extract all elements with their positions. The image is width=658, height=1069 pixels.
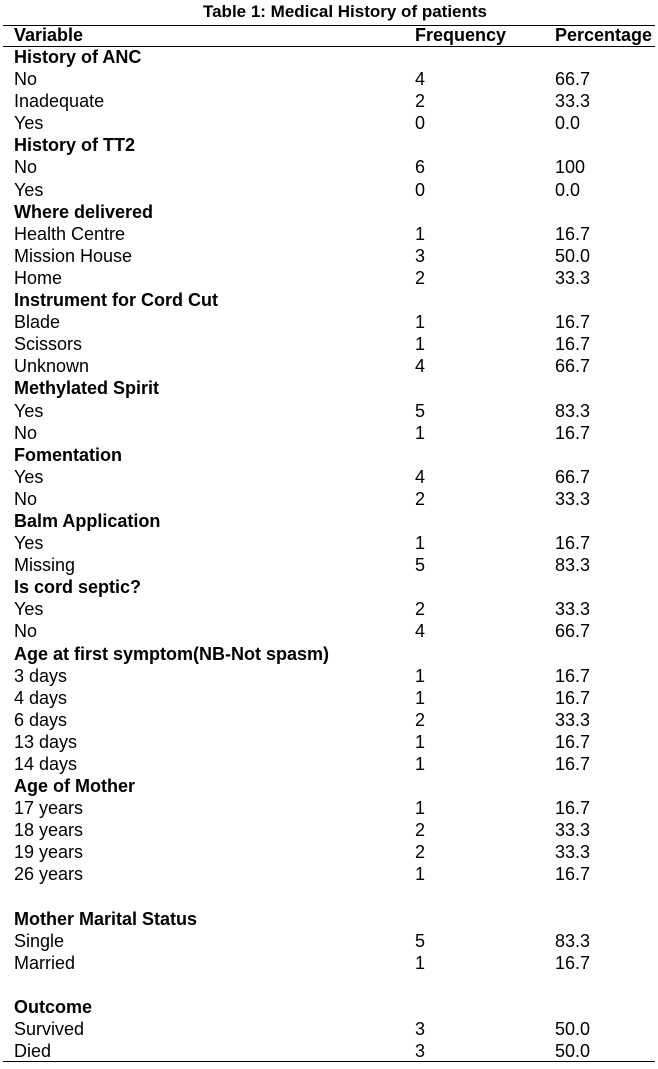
header-frequency: Frequency [415, 25, 507, 45]
row-label: Inadequate [14, 91, 105, 112]
row-frequency: 1 [415, 665, 426, 686]
row-label: Mission House [14, 245, 133, 266]
row-label: 17 years [14, 798, 84, 819]
section-title-row [0, 46, 658, 68]
row-percentage: 33.3 [555, 820, 591, 841]
row-frequency: 5 [415, 555, 426, 576]
row-percentage: 33.3 [555, 267, 591, 288]
row-label: Unknown [14, 356, 90, 377]
row-frequency: 5 [415, 400, 426, 421]
row-percentage: 66.7 [555, 621, 591, 642]
row-frequency: 6 [415, 157, 426, 178]
row-label: Married [14, 952, 76, 973]
table-row [0, 598, 658, 620]
table-row [0, 68, 658, 90]
table-row [0, 466, 658, 488]
row-frequency: 1 [415, 533, 426, 554]
row-percentage: 16.7 [555, 334, 591, 355]
table-caption: Table 1: Medical History of patients [202, 2, 488, 21]
header-percentage: Percentage [555, 25, 653, 45]
section-title-row [0, 289, 658, 311]
row-label: 3 days [14, 665, 68, 686]
table-row [0, 532, 658, 554]
table-row [0, 952, 658, 974]
section-title-row [0, 377, 658, 399]
row-frequency: 2 [415, 267, 426, 288]
table-row [0, 90, 658, 112]
row-frequency: 1 [415, 687, 426, 708]
row-label: 19 years [14, 842, 84, 863]
section-title-row [0, 510, 658, 532]
row-label: 14 days [14, 754, 78, 774]
table-row [0, 665, 658, 687]
table-row [0, 400, 658, 422]
row-frequency: 2 [415, 599, 426, 620]
row-percentage: 33.3 [555, 91, 591, 112]
row-frequency: 5 [415, 930, 426, 951]
row-percentage: 66.7 [555, 466, 591, 487]
table-row [0, 731, 658, 753]
table-row [0, 930, 658, 952]
row-label: Health Centre [14, 223, 126, 244]
section-title-row [0, 444, 658, 466]
row-frequency: 1 [415, 798, 426, 819]
row-percentage: 100 [555, 157, 586, 178]
row-label: 26 years [14, 864, 84, 885]
section-title: Where delivered [14, 201, 154, 222]
row-label: 18 years [14, 820, 84, 841]
row-percentage: 33.3 [555, 599, 591, 620]
section-title: Methylated Spirit [14, 378, 160, 399]
row-frequency: 2 [415, 820, 426, 841]
row-frequency: 4 [415, 356, 426, 377]
section-title-row [0, 996, 658, 1018]
row-frequency: 4 [415, 466, 426, 487]
row-frequency: 4 [415, 69, 426, 90]
header-variable: Variable [14, 25, 84, 45]
row-label: Home [14, 267, 63, 288]
row-label: 6 days [14, 709, 68, 730]
row-frequency: 1 [415, 731, 426, 752]
row-label: Yes [14, 599, 44, 620]
row-label: Yes [14, 466, 44, 487]
row-percentage: 33.3 [555, 842, 591, 863]
row-percentage: 0.0 [555, 113, 581, 134]
section-title: Fomentation [14, 444, 122, 465]
section-title: Instrument for Cord Cut [14, 290, 218, 311]
section-title-row [0, 201, 658, 223]
section-title-row [0, 134, 658, 156]
section-title: Is cord septic? [14, 577, 142, 598]
row-frequency: 2 [415, 842, 426, 863]
table-row [0, 112, 658, 134]
row-frequency: 3 [415, 1019, 426, 1040]
row-percentage: 16.7 [555, 687, 591, 708]
row-percentage: 66.7 [555, 356, 591, 377]
section-spacer [0, 974, 658, 996]
section-title-row [0, 576, 658, 598]
row-label: Single [14, 930, 65, 951]
table-row [0, 687, 658, 709]
row-label: Missing [14, 555, 76, 576]
row-label: No [14, 157, 38, 178]
row-percentage: 16.7 [555, 223, 591, 244]
table-row [0, 863, 658, 885]
row-percentage: 16.7 [555, 665, 591, 686]
section-title: Outcome [14, 997, 93, 1018]
row-percentage: 16.7 [555, 312, 591, 333]
table-row [0, 156, 658, 178]
medical-history-table [0, 25, 658, 1062]
table-row [0, 554, 658, 576]
row-label: 4 days [14, 687, 68, 708]
section-spacer [0, 886, 658, 908]
row-percentage: 16.7 [555, 952, 591, 973]
row-label: Died [14, 1041, 52, 1062]
row-frequency: 1 [415, 312, 426, 333]
table-row [0, 179, 658, 201]
row-percentage: 16.7 [555, 422, 591, 443]
row-frequency: 2 [415, 488, 426, 509]
table-row [0, 333, 658, 355]
section-title: History of ANC [14, 47, 142, 67]
row-frequency: 1 [415, 334, 426, 355]
row-percentage: 50.0 [555, 245, 591, 266]
section-title-row [0, 908, 658, 930]
table-row [0, 1018, 658, 1040]
table-row [0, 488, 658, 510]
row-frequency: 1 [415, 864, 426, 885]
row-frequency: 1 [415, 754, 426, 774]
table-row [0, 245, 658, 267]
row-label: Yes [14, 113, 44, 134]
row-label: Yes [14, 179, 44, 200]
row-percentage: 83.3 [555, 930, 591, 951]
row-percentage: 33.3 [555, 709, 591, 730]
row-label: Scissors [14, 334, 83, 355]
table-row [0, 819, 658, 841]
row-label: Blade [14, 312, 61, 333]
row-frequency: 0 [415, 113, 426, 134]
table-row [0, 797, 658, 819]
table-row [0, 223, 658, 245]
row-frequency: 3 [415, 1041, 426, 1062]
section-title: History of TT2 [14, 135, 136, 156]
row-frequency: 1 [415, 422, 426, 443]
table-row [0, 753, 658, 775]
row-percentage: 66.7 [555, 69, 591, 90]
row-percentage: 50.0 [555, 1019, 591, 1040]
table-header-row [0, 25, 658, 46]
row-label: No [14, 621, 38, 642]
table-row [0, 841, 658, 863]
row-frequency: 1 [415, 952, 426, 973]
row-label: Survived [14, 1019, 85, 1040]
row-frequency: 2 [415, 709, 426, 730]
section-title-row [0, 775, 658, 797]
row-percentage: 16.7 [555, 731, 591, 752]
row-percentage: 83.3 [555, 400, 591, 421]
row-percentage: 16.7 [555, 533, 591, 554]
row-label: Yes [14, 533, 44, 554]
section-title: Mother Marital Status [14, 908, 198, 929]
row-percentage: 16.7 [555, 798, 591, 819]
section-title: Balm Application [14, 510, 161, 531]
table-row [0, 267, 658, 289]
table-row [0, 422, 658, 444]
section-title-row [0, 643, 658, 665]
row-percentage: 50.0 [555, 1041, 591, 1062]
table-row [0, 709, 658, 731]
row-frequency: 3 [415, 245, 426, 266]
table-row [0, 355, 658, 377]
row-percentage: 16.7 [555, 754, 591, 774]
row-label: 13 days [14, 731, 78, 752]
row-label: No [14, 422, 38, 443]
row-label: No [14, 488, 38, 509]
row-percentage: 33.3 [555, 488, 591, 509]
row-frequency: 0 [415, 179, 426, 200]
row-label: Yes [14, 400, 44, 421]
row-percentage: 16.7 [555, 864, 591, 885]
row-percentage: 0.0 [555, 179, 581, 200]
row-percentage: 83.3 [555, 555, 591, 576]
table-row [0, 620, 658, 642]
section-title: Age of Mother [14, 776, 135, 797]
table-row [0, 311, 658, 333]
section-title: Age at first symptom(NB-Not spasm) [14, 643, 330, 664]
row-frequency: 2 [415, 91, 426, 112]
row-label: No [14, 69, 38, 90]
row-frequency: 1 [415, 223, 426, 244]
row-frequency: 4 [415, 621, 426, 642]
table-row [0, 1040, 658, 1062]
